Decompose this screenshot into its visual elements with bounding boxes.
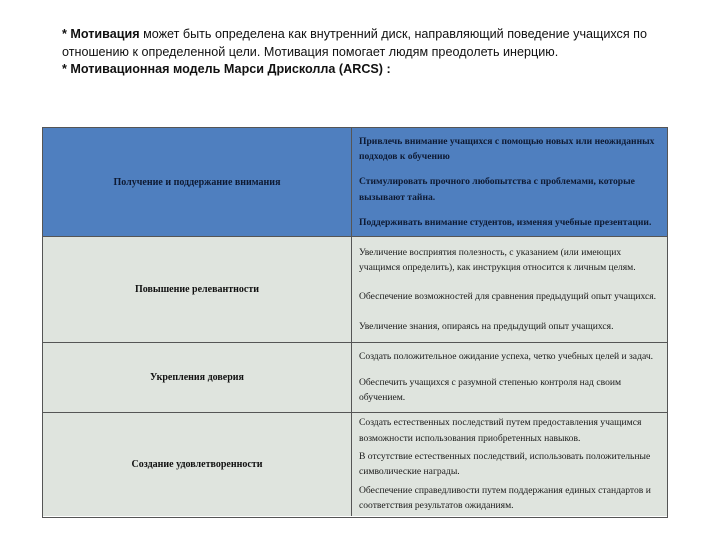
category-cell: Укрепления доверия [43, 343, 352, 412]
table-row-satisfaction [43, 412, 667, 516]
items-cell [352, 128, 667, 236]
intro-paragraph-model [62, 61, 662, 79]
list-item: Создать положительное ожидание успеха, четко учебных целей и задач. [359, 351, 654, 363]
table-row-attention [43, 127, 667, 236]
list-item: Поддерживать внимание студентов, изменяя учебные презентации. [359, 216, 652, 228]
items-cell [352, 237, 667, 342]
category-cell: Получение и поддержание внимания [43, 128, 352, 236]
table-row-confidence [43, 342, 667, 412]
motivation-definition: может быть определена как внутренний диск, направляющий поведение учащихся по отношению к определенной цели. Мотивация помогает людям преодолеть инерцию. [62, 27, 647, 59]
intro-text [62, 26, 662, 79]
motivation-term: * Мотивация [62, 27, 140, 41]
items-cell [352, 413, 667, 516]
items-cell [352, 343, 667, 412]
list-item: Увеличение знания, опираясь на предыдущий опыт учащихся. [359, 320, 614, 332]
list-item: Создать естественных последствий путем предоставления учащимся возможности использования приобретенных навыков. [359, 417, 642, 444]
list-item: Обеспечить учащихся с разумной степенью контроля над своим обучением. [359, 376, 622, 404]
category-cell: Создание удовлетворенности [43, 413, 352, 516]
arcs-table [42, 127, 668, 518]
table-row-relevance [43, 236, 667, 342]
list-item: В отсутствие естественных последствий, использовать положительные символические награды. [359, 450, 651, 478]
category-cell: Повышение релевантности [43, 237, 352, 342]
list-item: Привлечь внимание учащихся с помощью новых или неожиданных подходов к обучению [359, 135, 655, 163]
model-heading: * Мотивационная модель Марси Дрисколла (ARCS) : [62, 62, 391, 76]
list-item: Обеспечение справедливости путем поддержания единых стандартов и соответствия результатов ожиданиям. [359, 484, 651, 512]
list-item: Обеспечение возможностей для сравнения предыдущий опыт учащихся. [359, 291, 657, 303]
list-item: Увеличение восприятия полезность, с указанием (или имеющих учащимся определить), как инструкция относится к личным целям. [359, 246, 636, 274]
intro-paragraph-motivation [62, 26, 662, 61]
list-item: Стимулировать прочного любопытства с проблемами, которые вызывают тайна. [359, 176, 635, 203]
